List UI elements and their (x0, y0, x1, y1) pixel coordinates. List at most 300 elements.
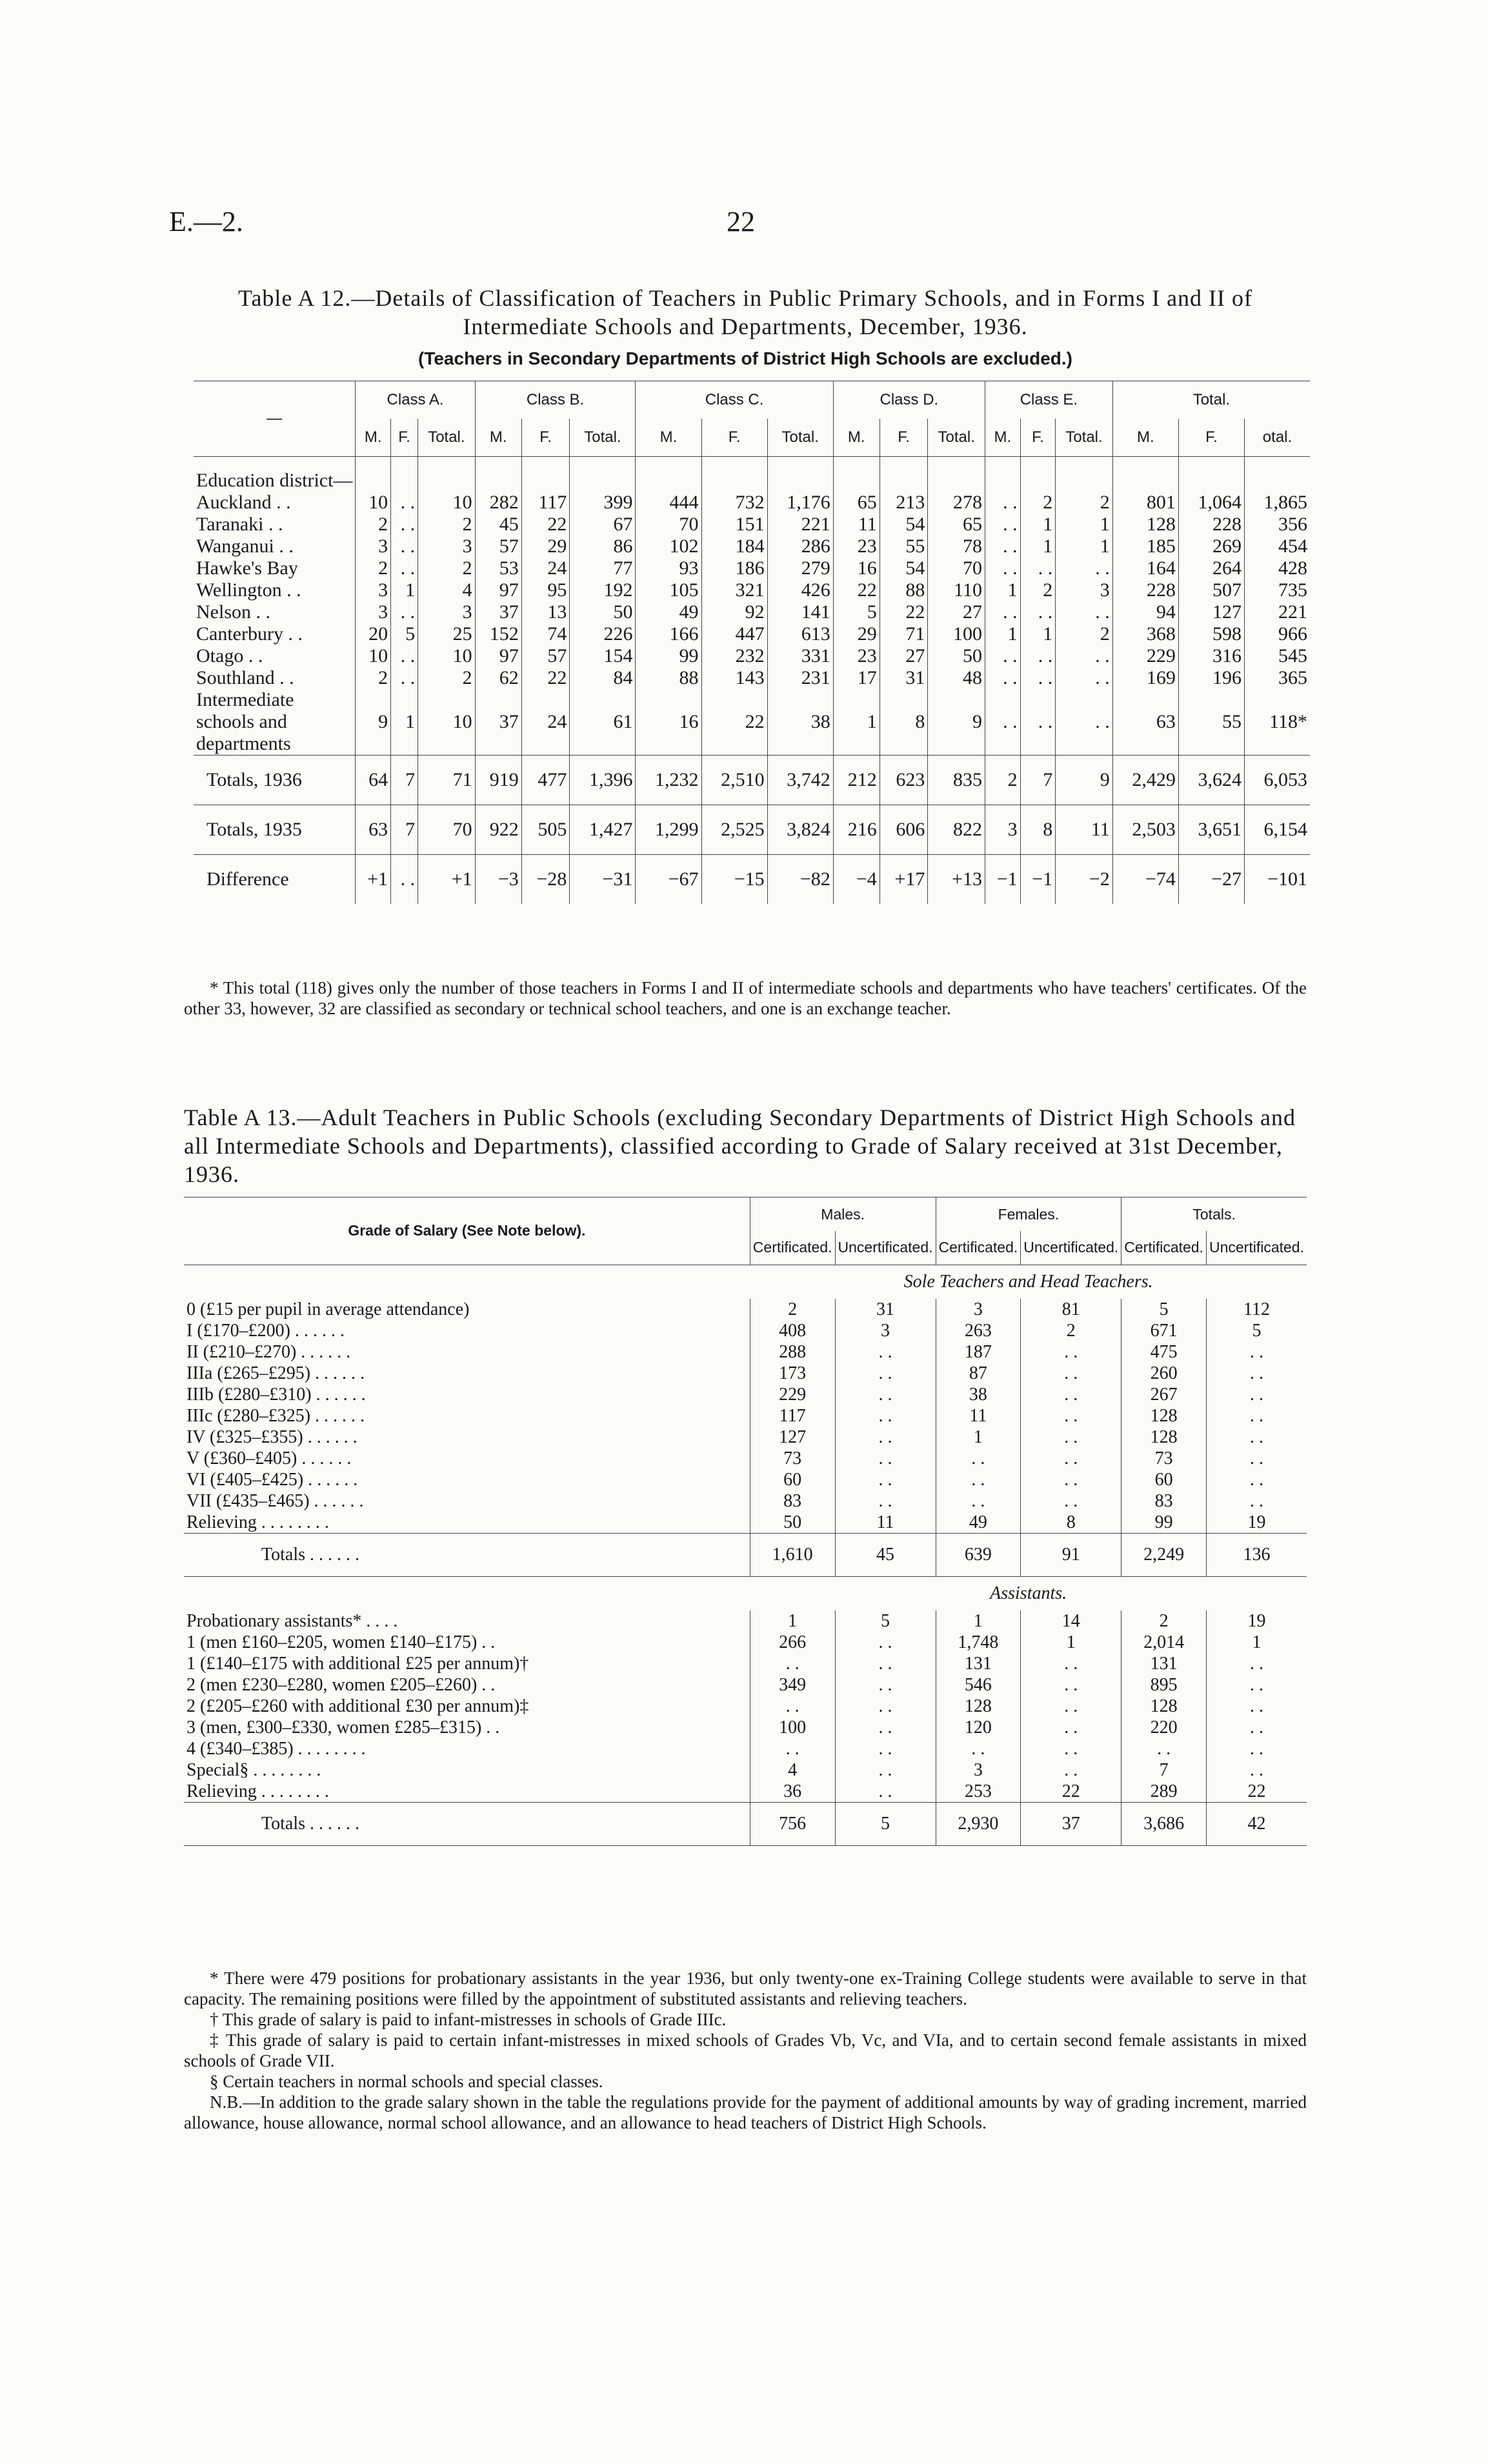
cell: 1,427 (570, 805, 636, 855)
cell: . . (835, 1341, 936, 1363)
cell: 1 (1020, 514, 1056, 536)
cell: 2 (356, 557, 391, 579)
sub-header: Total. (570, 419, 636, 457)
cell (475, 457, 521, 492)
cell: −31 (570, 855, 636, 905)
sub-header: M. (833, 419, 880, 457)
cell: 78 (928, 536, 985, 557)
cell: 1 (985, 623, 1021, 645)
row-label: Totals . . . . . . (184, 1533, 750, 1576)
cell: 321 (701, 579, 767, 601)
cell (833, 457, 880, 492)
row-label: 3 (men, £300–£330, women £285–£315) . . (186, 1717, 500, 1738)
cell: 231 (767, 667, 833, 689)
class-header: Class B. (475, 381, 636, 419)
row-label: Totals, 1936 (194, 756, 356, 805)
cell: −1 (1020, 855, 1056, 905)
cell: 31 (835, 1299, 936, 1320)
cell: 118* (1244, 689, 1310, 756)
cell: 23 (833, 645, 880, 667)
cell: 475 (1121, 1341, 1207, 1363)
cell: 70 (636, 514, 701, 536)
cell: 11 (833, 514, 880, 536)
cell: 88 (880, 579, 928, 601)
cell: . . (1021, 1653, 1121, 1674)
section-row (184, 1576, 1307, 1610)
cell: 221 (1244, 601, 1310, 623)
cell: 3 (418, 536, 476, 557)
sub-header: M. (985, 419, 1021, 457)
sub-header: M. (475, 419, 521, 457)
cell: +17 (880, 855, 928, 905)
cell: . . (750, 1653, 835, 1674)
row-label: Probationary assistants* . . . . (186, 1610, 398, 1631)
cell: 1 (391, 689, 418, 756)
cell: . . (835, 1738, 936, 1759)
cell: 13 (521, 601, 570, 623)
row-label: 1 (£140–£175 with additional £25 per annum)† (186, 1653, 529, 1674)
cell: 143 (701, 667, 767, 689)
cell: 7 (391, 805, 418, 855)
cell: 428 (1244, 557, 1310, 579)
cell: 131 (1121, 1653, 1207, 1674)
cell: 60 (1121, 1469, 1207, 1490)
row-label: Relieving . . . . . . . . (186, 1781, 329, 1801)
sub-header: Uncertificated. (1206, 1231, 1307, 1265)
cell: 3,742 (767, 756, 833, 805)
cell: . . (1021, 1384, 1121, 1405)
cell: . . (985, 536, 1021, 557)
cell: 801 (1112, 492, 1178, 514)
cell: . . (985, 557, 1021, 579)
cell: 141 (767, 601, 833, 623)
cell: 3 (985, 805, 1021, 855)
cell: 10 (418, 689, 476, 756)
table-a13-caption: Table A 13.—Adult Teachers in Public Schools (excluding Secondary Departments of District High Schools and all Intermediate Schools and Departments), classified according to Grade of Salary received at 31st December, 1936. (184, 1105, 1296, 1187)
cell: 16 (636, 689, 701, 756)
cell: 94 (1112, 601, 1178, 623)
cell: 11 (936, 1405, 1021, 1427)
sub-header: F. (701, 419, 767, 457)
cell: 128 (1112, 514, 1178, 536)
cell: 5 (835, 1802, 936, 1845)
cell: . . (835, 1781, 936, 1803)
sub-header: Certificated. (750, 1231, 835, 1265)
cell (570, 457, 636, 492)
cell: 368 (1112, 623, 1178, 645)
table-row (194, 645, 1310, 667)
row-label: V (£360–£405) . . . . . . (186, 1448, 352, 1468)
cell: 1 (936, 1610, 1021, 1632)
cell: 1 (1020, 623, 1056, 645)
note: * There were 479 positions for probationary assistants in the year 1936, but only twenty-one ex-Training College students were available to serve in that capacity. The remaining positions were filled by the appointment of substituted assistants and relieving teachers. (184, 1968, 1307, 2008)
row-label: IV (£325–£355) . . . . . . (186, 1427, 357, 1447)
cell: 7 (1121, 1759, 1207, 1781)
cell: 253 (936, 1781, 1021, 1803)
cell: 91 (1021, 1533, 1121, 1576)
cell: 88 (636, 667, 701, 689)
cell (1020, 457, 1056, 492)
cell: . . (985, 667, 1021, 689)
table-row (184, 1512, 1307, 1534)
group-header: Females. (936, 1197, 1121, 1232)
cell: 36 (750, 1781, 835, 1803)
cell: . . (391, 667, 418, 689)
row-label: IIIb (£280–£310) . . . . . . (186, 1384, 366, 1405)
cell: 50 (570, 601, 636, 623)
row-label: Nelson . . (196, 601, 270, 623)
cell: 671 (1121, 1320, 1207, 1341)
cell: 5 (1206, 1320, 1307, 1341)
cell: 136 (1206, 1533, 1307, 1576)
cell: 8 (1020, 805, 1056, 855)
cell: 112 (1206, 1299, 1307, 1320)
cell: . . (1206, 1405, 1307, 1427)
table-row (184, 1405, 1307, 1427)
table-row (194, 557, 1310, 579)
cell: 3 (835, 1320, 936, 1341)
cell: 444 (636, 492, 701, 514)
cell (985, 457, 1021, 492)
cell: 2 (356, 667, 391, 689)
sub-header: M. (1112, 419, 1178, 457)
table-row (184, 1674, 1307, 1696)
cell: . . (835, 1448, 936, 1469)
cell: 42 (1206, 1802, 1307, 1845)
cell: 81 (1021, 1299, 1121, 1320)
cell: . . (1206, 1759, 1307, 1781)
cell: 2,249 (1121, 1533, 1207, 1576)
cell: 507 (1178, 579, 1244, 601)
cell: 2 (1056, 623, 1113, 645)
table-row (194, 623, 1310, 645)
cell: −67 (636, 855, 701, 905)
cell (928, 457, 985, 492)
table-row (184, 1363, 1307, 1384)
cell: . . (391, 514, 418, 536)
cell: 65 (833, 492, 880, 514)
cell: . . (1056, 601, 1113, 623)
cell: −1 (985, 855, 1021, 905)
cell: . . (1206, 1653, 1307, 1674)
cell: 166 (636, 623, 701, 645)
cell: 187 (936, 1341, 1021, 1363)
table-row (184, 1759, 1307, 1781)
cell: 316 (1178, 645, 1244, 667)
cell: 2 (1121, 1610, 1207, 1632)
cell: 22 (521, 514, 570, 536)
cell: 289 (1121, 1781, 1207, 1803)
sub-header: F. (521, 419, 570, 457)
sub-header: Total. (418, 419, 476, 457)
cell: 266 (750, 1632, 835, 1653)
cell: 63 (1112, 689, 1178, 756)
cell: . . (1206, 1717, 1307, 1738)
cell: 95 (521, 579, 570, 601)
page-number: 22 (727, 206, 755, 237)
cell: . . (1021, 1759, 1121, 1781)
cell: . . (1206, 1427, 1307, 1448)
cell: 97 (475, 645, 521, 667)
cell: −15 (701, 855, 767, 905)
cell: 229 (1112, 645, 1178, 667)
sub-header: F. (391, 419, 418, 457)
grade-header: Grade of Salary (See Note below). (348, 1222, 586, 1239)
table-row (184, 1632, 1307, 1653)
cell: 14 (1021, 1610, 1121, 1632)
cell: 11 (835, 1512, 936, 1534)
row-label: Canterbury . . (196, 623, 303, 645)
cell: . . (985, 689, 1021, 756)
cell: −101 (1244, 855, 1310, 905)
cell: 97 (475, 579, 521, 601)
cell: . . (835, 1384, 936, 1405)
cell: 288 (750, 1341, 835, 1363)
cell: . . (391, 557, 418, 579)
cell: 55 (1178, 689, 1244, 756)
cell: . . (1056, 557, 1113, 579)
cell (701, 457, 767, 492)
cell: 4 (418, 579, 476, 601)
cell: 2 (1020, 492, 1056, 514)
table-row (194, 579, 1310, 601)
cell: 269 (1178, 536, 1244, 557)
table-row (184, 1427, 1307, 1448)
cell: . . (391, 645, 418, 667)
cell: 164 (1112, 557, 1178, 579)
cell: 447 (701, 623, 767, 645)
cell: . . (391, 855, 418, 905)
cell: 128 (1121, 1696, 1207, 1717)
blank-cell (184, 1265, 750, 1299)
cell: 1,865 (1244, 492, 1310, 514)
cell: 286 (767, 536, 833, 557)
row-label: Relieving . . . . . . . . (186, 1512, 329, 1532)
cell: . . (1056, 667, 1113, 689)
cell: . . (391, 492, 418, 514)
cell: 2,930 (936, 1802, 1021, 1845)
cell: . . (1056, 689, 1113, 756)
cell: 83 (750, 1490, 835, 1512)
table-row (184, 1781, 1307, 1803)
cell: −2 (1056, 855, 1113, 905)
cell: 37 (475, 689, 521, 756)
table-row (184, 1696, 1307, 1717)
cell: 267 (1121, 1384, 1207, 1405)
cell: 1,748 (936, 1632, 1021, 1653)
row-label: Special§ . . . . . . . . (186, 1759, 321, 1780)
cell: 1,299 (636, 805, 701, 855)
cell: 895 (1121, 1674, 1207, 1696)
table-row (194, 601, 1310, 623)
cell: 196 (1178, 667, 1244, 689)
cell: . . (1021, 1448, 1121, 1469)
cell: 216 (833, 805, 880, 855)
cell: 3 (356, 536, 391, 557)
sub-header: F. (1020, 419, 1056, 457)
cell: 37 (475, 601, 521, 623)
cell (1178, 457, 1244, 492)
cell: −4 (833, 855, 880, 905)
cell: . . (1121, 1738, 1207, 1759)
cell: 6,154 (1244, 805, 1310, 855)
cell: 2,429 (1112, 756, 1178, 805)
note: ‡ This grade of salary is paid to certain infant-mistresses in mixed schools of Grades Vb, Vc, and VIa, and to certain second female assistants in mixed schools of Grade VII. (184, 2030, 1307, 2070)
cell: 152 (475, 623, 521, 645)
cell: 70 (928, 557, 985, 579)
cell: 24 (521, 557, 570, 579)
cell: . . (1021, 1427, 1121, 1448)
cell: 2 (1020, 579, 1056, 601)
cell: 228 (1178, 514, 1244, 536)
cell (1112, 457, 1178, 492)
cell: . . (1206, 1448, 1307, 1469)
sub-header: Total. (1056, 419, 1113, 457)
group-header: Males. (750, 1197, 936, 1232)
class-header: Total. (1112, 381, 1310, 419)
cell: 1 (1056, 514, 1113, 536)
cell: 73 (1121, 1448, 1207, 1469)
section-label: Education district— (196, 470, 353, 491)
cell: 50 (928, 645, 985, 667)
cell: . . (936, 1738, 1021, 1759)
cell: . . (1206, 1363, 1307, 1384)
cell: −27 (1178, 855, 1244, 905)
row-label: Wanganui . . (196, 536, 294, 557)
cell: . . (1021, 1363, 1121, 1384)
cell: 29 (521, 536, 570, 557)
section-title: Assistants. (990, 1583, 1067, 1603)
cell: 99 (636, 645, 701, 667)
cell: . . (936, 1469, 1021, 1490)
cell: 29 (833, 623, 880, 645)
table-a12-caption: Table A 12.—Details of Classification of Teachers in Public Primary Schools, and in Forms I and II of Intermediate Schools and Departments, December, 1936. (237, 285, 1253, 339)
cell: 226 (570, 623, 636, 645)
cell: 3 (356, 579, 391, 601)
cell: 639 (936, 1533, 1021, 1576)
cell: 38 (767, 689, 833, 756)
cell (636, 457, 701, 492)
row-label: II (£210–£270) . . . . . . (186, 1341, 351, 1362)
cell: 3 (418, 601, 476, 623)
sub-header: Uncertificated. (1021, 1231, 1121, 1265)
cell: 49 (936, 1512, 1021, 1534)
cell: 278 (928, 492, 985, 514)
cell: 1,232 (636, 756, 701, 805)
table-row (194, 756, 1310, 805)
cell: . . (1020, 601, 1056, 623)
table-a12-subcaption: (Teachers in Secondary Departments of District High Schools are excluded.) (418, 348, 1072, 368)
cell: 1 (833, 689, 880, 756)
cell: 212 (833, 756, 880, 805)
cell: 48 (928, 667, 985, 689)
cell: 9 (356, 689, 391, 756)
cell: 9 (928, 689, 985, 756)
cell: 331 (767, 645, 833, 667)
cell: 117 (521, 492, 570, 514)
cell: 71 (418, 756, 476, 805)
cell (391, 457, 418, 492)
cell: 22 (1021, 1781, 1121, 1803)
cell: 229 (750, 1384, 835, 1405)
row-label: Otago . . (196, 645, 263, 666)
cell: 2 (418, 557, 476, 579)
class-header: Class E. (985, 381, 1113, 419)
cell: 454 (1244, 536, 1310, 557)
row-label: 2 (£205–£260 with additional £30 per annum)‡ (186, 1696, 529, 1716)
cell: 1 (391, 579, 418, 601)
cell: 221 (767, 514, 833, 536)
table-row (184, 1610, 1307, 1632)
cell: . . (835, 1427, 936, 1448)
row-label: Southland . . (196, 667, 294, 688)
cell (418, 457, 476, 492)
cell: 9 (1056, 756, 1113, 805)
cell: 732 (701, 492, 767, 514)
cell: . . (835, 1363, 936, 1384)
cell: 154 (570, 645, 636, 667)
cell: . . (1206, 1674, 1307, 1696)
sub-header: otal. (1244, 419, 1310, 457)
cell: 127 (1178, 601, 1244, 623)
cell: . . (835, 1490, 936, 1512)
cell: 623 (880, 756, 928, 805)
cell: 54 (880, 514, 928, 536)
cell: 128 (1121, 1405, 1207, 1427)
cell: 74 (521, 623, 570, 645)
cell: 38 (936, 1384, 1021, 1405)
class-header: Class C. (636, 381, 833, 419)
cell: 606 (880, 805, 928, 855)
cell: . . (1206, 1696, 1307, 1717)
note: † This grade of salary is paid to infant-mistresses in schools of Grade IIIc. (210, 2010, 727, 2029)
cell: 2,503 (1112, 805, 1178, 855)
cell: 73 (750, 1448, 835, 1469)
cell: 5 (835, 1610, 936, 1632)
cell: . . (1021, 1469, 1121, 1490)
cell: 5 (1121, 1299, 1207, 1320)
table-row (194, 689, 1310, 756)
cell: 4 (750, 1759, 835, 1781)
cell: . . (835, 1632, 936, 1653)
cell: 86 (570, 536, 636, 557)
cell: 127 (750, 1427, 835, 1448)
cell: 365 (1244, 667, 1310, 689)
section-title: Sole Teachers and Head Teachers. (903, 1272, 1153, 1292)
table-row (184, 1717, 1307, 1738)
cell: 5 (833, 601, 880, 623)
table-a13 (184, 1197, 1307, 1846)
cell: 822 (928, 805, 985, 855)
cell: . . (985, 645, 1021, 667)
cell: 5 (391, 623, 418, 645)
table-row (194, 805, 1310, 855)
cell (521, 457, 570, 492)
cell: −74 (1112, 855, 1178, 905)
cell: . . (1206, 1384, 1307, 1405)
row-label: Difference (194, 855, 356, 905)
cell: 756 (750, 1802, 835, 1845)
cell: . . (1021, 1674, 1121, 1696)
cell: 1,064 (1178, 492, 1244, 514)
cell: 232 (701, 645, 767, 667)
cell: 2 (1056, 492, 1113, 514)
cell (1056, 457, 1113, 492)
row-label: IIIa (£265–£295) . . . . . . (186, 1363, 365, 1383)
cell: 100 (750, 1717, 835, 1738)
cell: 19 (1206, 1512, 1307, 1534)
cell: . . (1020, 667, 1056, 689)
